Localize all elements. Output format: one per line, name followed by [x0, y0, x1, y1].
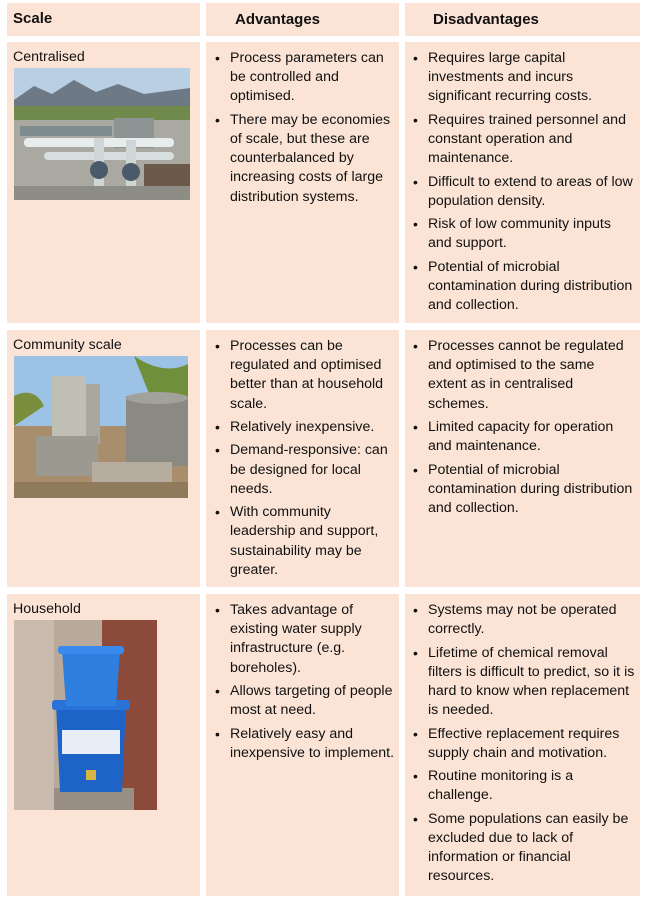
list-item: • Processes can be regulated and optimised better than at household scale. [213, 337, 397, 414]
household-bucket-filter-photo [14, 620, 157, 810]
list-item: • Requires trained personnel and constant operation and maintenance. [411, 111, 636, 169]
list-item: • Relatively easy and inexpensive to implement. [213, 725, 397, 763]
list-item: • Risk of low community inputs and support. [411, 215, 636, 253]
header-scale-cell [7, 3, 200, 36]
row-centralised-scale-cell [7, 42, 200, 323]
scale-label-household: Household [13, 601, 81, 617]
list-item: • Some populations can easily be excluded due to lack of information or financial resources. [411, 810, 636, 887]
list-item: • With community leadership and support, sustainability may be greater. [213, 503, 397, 580]
row-household-advantages-cell [206, 594, 399, 896]
header-scale: Scale [13, 10, 53, 27]
row-community-scale-cell [7, 330, 200, 587]
header-advantages: Advantages [235, 11, 321, 28]
community-water-tanks-photo [14, 356, 188, 498]
list-item: • Processes cannot be regulated and optimised to the same extent as in centralised schemes. [411, 337, 636, 414]
list-item: • Limited capacity for operation and maintenance. [411, 418, 636, 456]
list-item: • Systems may not be operated correctly. [411, 601, 636, 639]
row-household-disadvantages-cell [405, 594, 640, 896]
list-item: • Requires large capital investments and incurs significant recurring costs. [411, 49, 636, 107]
scale-label-community: Community scale [13, 337, 122, 353]
header-disadvantages-cell [405, 3, 640, 36]
scale-label-centralised: Centralised [13, 49, 85, 65]
household-advantages-list [213, 601, 397, 767]
list-item: • Takes advantage of existing water supply infrastructure (e.g. boreholes). [213, 601, 397, 678]
centralised-advantages-list [213, 49, 397, 211]
list-item: • Effective replacement requires supply chain and motivation. [411, 725, 636, 763]
list-item: • Difficult to extend to areas of low population density. [411, 173, 636, 211]
header-advantages-cell [206, 3, 399, 36]
community-disadvantages-list [411, 337, 636, 522]
list-item: • Potential of microbial contamination during distribution and collection. [411, 461, 636, 519]
water-treatment-plant-photo [14, 68, 190, 200]
list-item: • There may be economies of scale, but these are counterbalanced by increasing costs of large distribution systems. [213, 111, 397, 207]
row-household-scale-cell [7, 594, 200, 896]
list-item: • Relatively inexpensive. [213, 418, 397, 437]
header-disadvantages: Disadvantages [433, 11, 539, 28]
list-item: • Demand-responsive: can be designed for local needs. [213, 441, 397, 499]
household-disadvantages-list [411, 601, 636, 891]
row-centralised-advantages-cell [206, 42, 399, 323]
row-community-advantages-cell [206, 330, 399, 587]
list-item: • Allows targeting of people most at need. [213, 682, 397, 720]
row-centralised-disadvantages-cell [405, 42, 640, 323]
row-community-disadvantages-cell [405, 330, 640, 587]
list-item: • Routine monitoring is a challenge. [411, 767, 636, 805]
centralised-disadvantages-list [411, 49, 636, 320]
community-advantages-list [213, 337, 397, 584]
list-item: • Lifetime of chemical removal filters is difficult to predict, so it is hard to know when replacement is needed. [411, 644, 636, 721]
list-item: • Potential of microbial contamination during distribution and collection. [411, 258, 636, 316]
list-item: • Process parameters can be controlled and optimised. [213, 49, 397, 107]
